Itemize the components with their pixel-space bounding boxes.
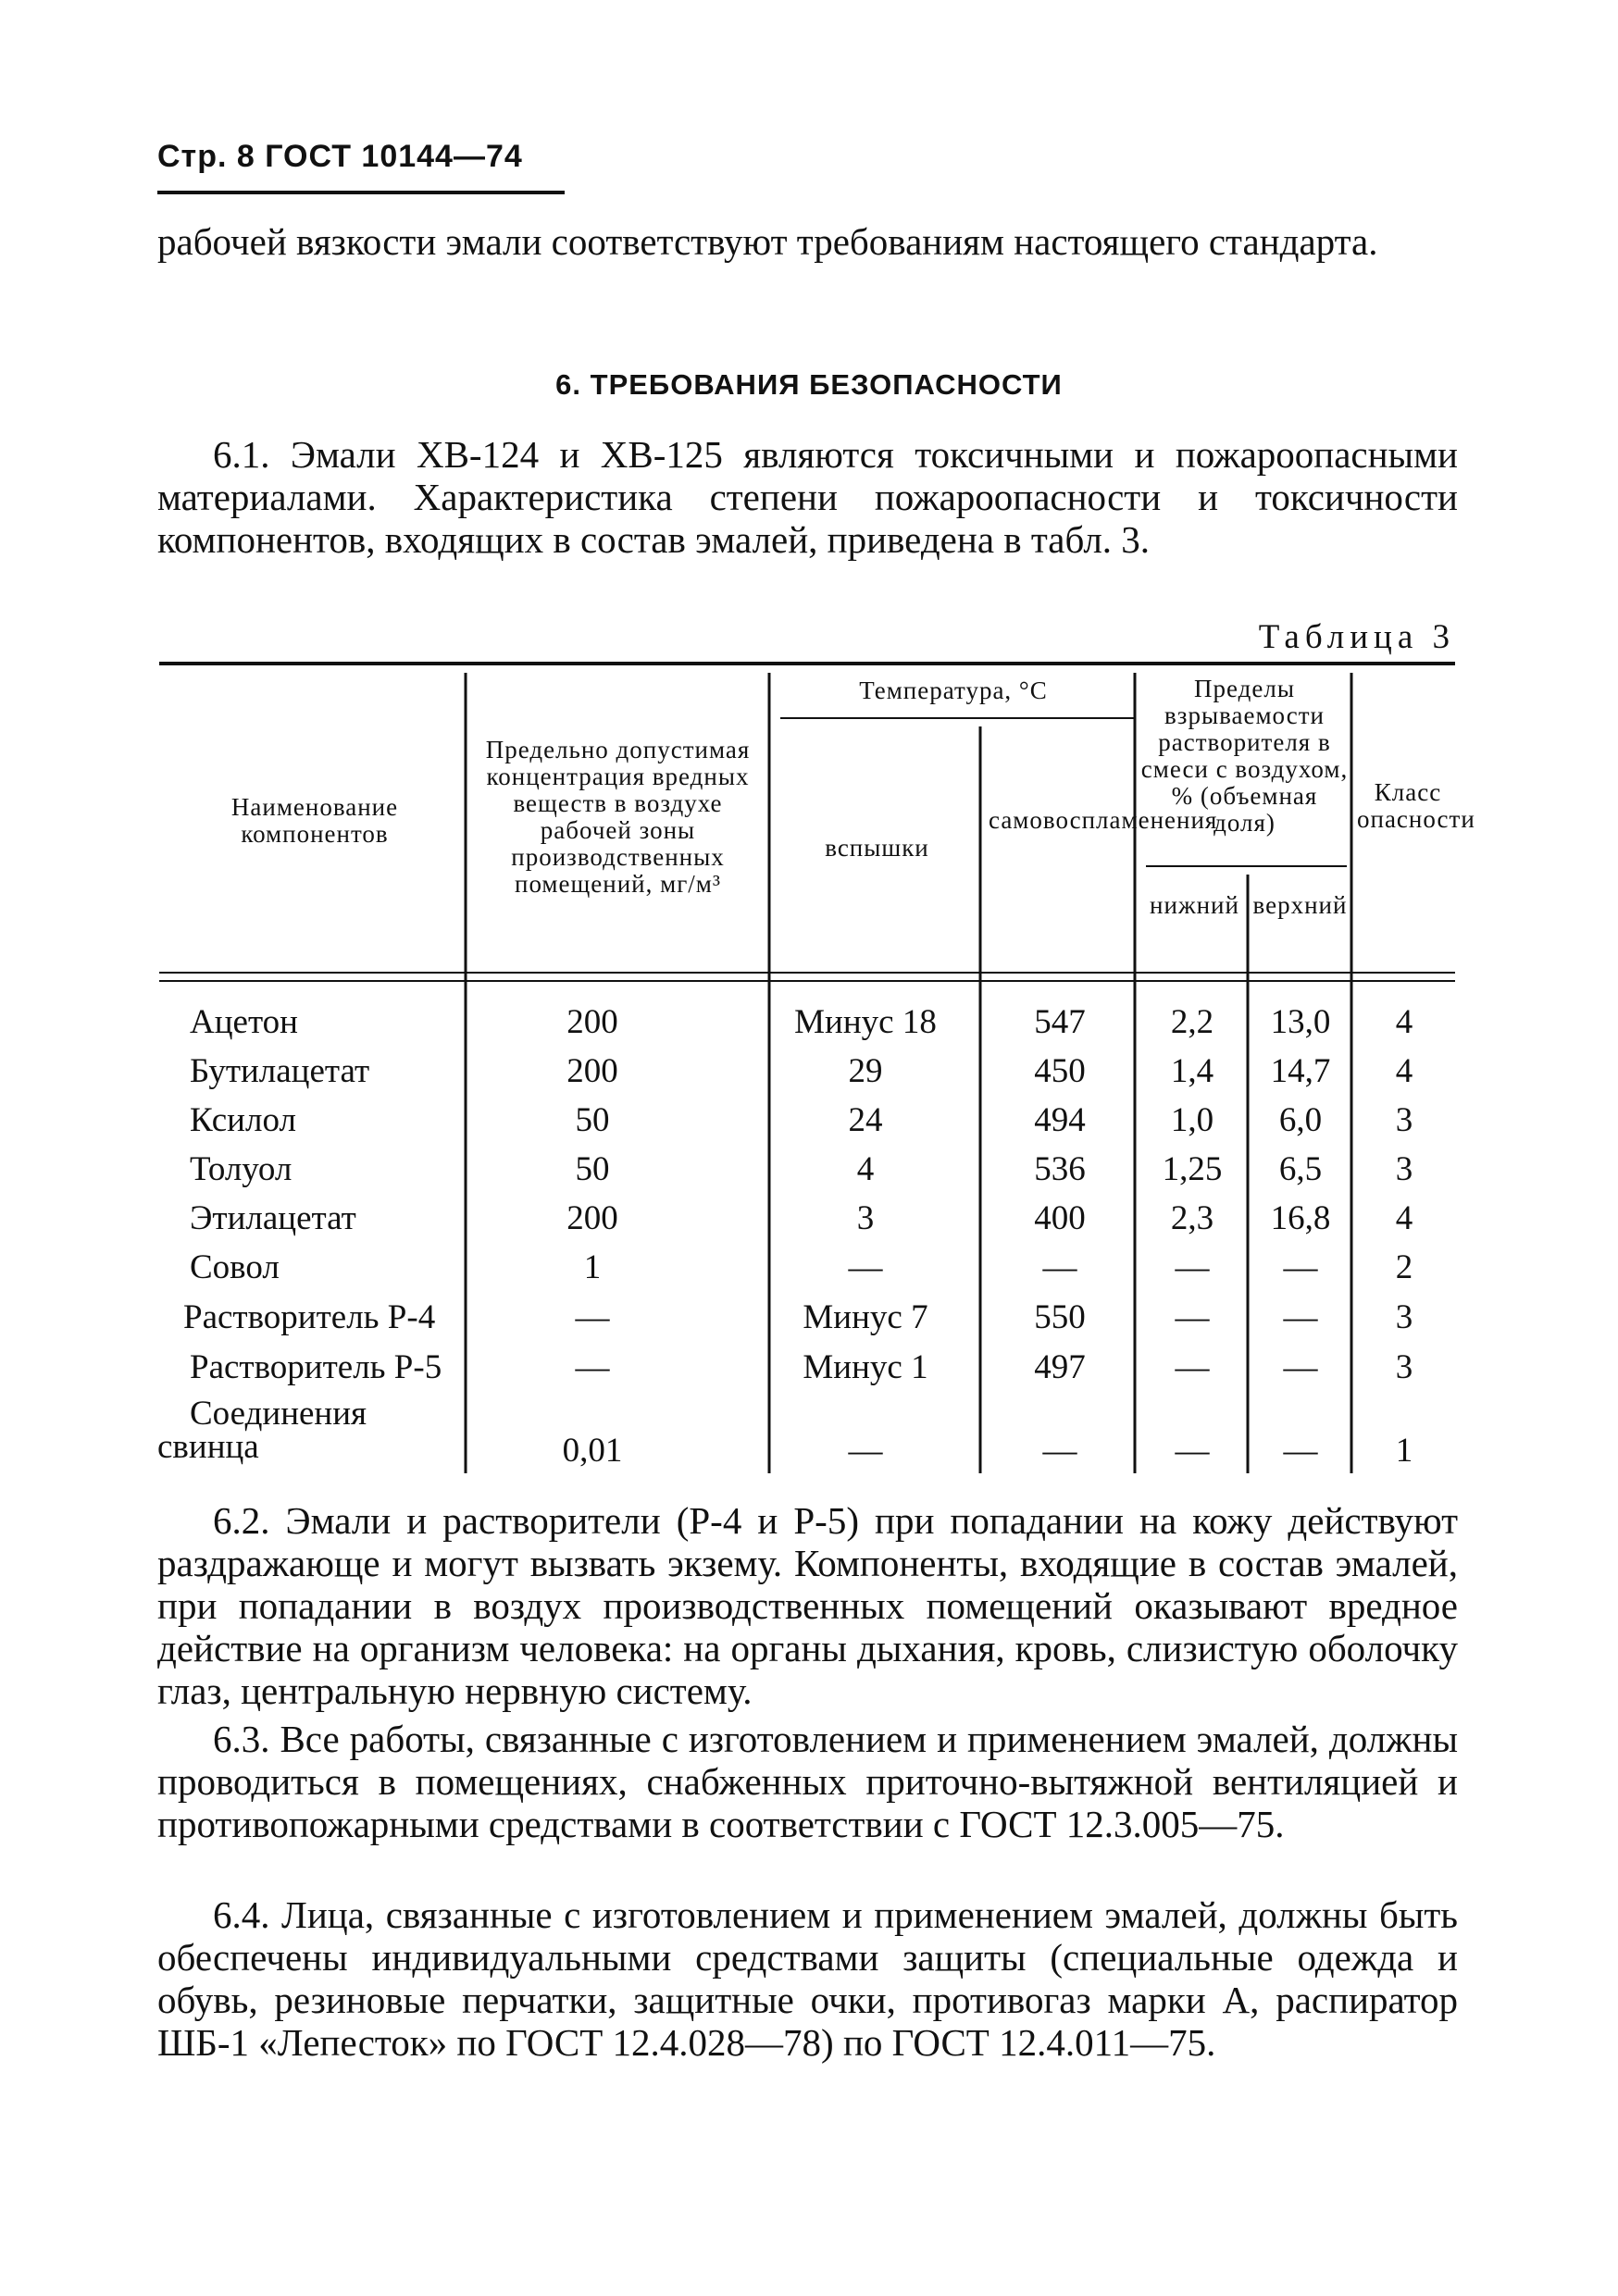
cell-flash: — xyxy=(848,1432,883,1470)
cell-name: Растворитель Р-5 xyxy=(190,1348,442,1386)
cell-upper: — xyxy=(1283,1432,1318,1470)
cell-name: Ксилол xyxy=(190,1101,296,1139)
cell-lower: 2,2 xyxy=(1170,1003,1214,1041)
cell-selfignite: 450 xyxy=(1034,1052,1086,1090)
cell-name: Ацетон xyxy=(190,1003,298,1041)
cell-class: 4 xyxy=(1395,1003,1413,1041)
cell-pdk: — xyxy=(575,1298,610,1336)
cell-lower: 1,0 xyxy=(1170,1101,1214,1139)
cell-upper: 6,5 xyxy=(1278,1150,1323,1188)
cell-pdk: — xyxy=(575,1348,610,1386)
cell-class: 3 xyxy=(1395,1101,1413,1139)
cell-flash: 4 xyxy=(856,1150,875,1188)
paragraph-6-2: 6.2. Эмали и растворители (Р-4 и Р-5) при попадании на кожу действуют раздражающе и могут вызвать экзему. Компоненты, входящие в состав эмалей, при попадании в воздух производственных помещений оказывают вредное действие на организм человека: на органы дыхания, кровь, слизистую оболочку глаз, центральную нервную систему. xyxy=(157,1499,1458,1712)
cell-upper: 6,0 xyxy=(1278,1101,1323,1139)
cell-pdk: 200 xyxy=(566,1199,618,1237)
cell-class: 4 xyxy=(1395,1199,1413,1237)
page-header: Стр. 8 ГОСТ 10144—74 xyxy=(157,139,523,174)
cell-selfignite: 497 xyxy=(1034,1348,1086,1386)
cell-name: Толуол xyxy=(190,1150,292,1188)
cell-pdk: 0,01 xyxy=(562,1432,623,1470)
header-name: Наименование компонентов xyxy=(230,793,399,848)
cell-class: 3 xyxy=(1395,1298,1413,1336)
cell-selfignite: — xyxy=(1042,1248,1077,1286)
cell-selfignite: 536 xyxy=(1034,1150,1086,1188)
cell-pdk: 50 xyxy=(575,1101,610,1139)
cell-class: 3 xyxy=(1395,1150,1413,1188)
cell-name: Совол xyxy=(190,1248,280,1286)
header-flash: вспышки xyxy=(825,834,929,862)
header-explosive-limits: Пределы взрываемости растворителя в смеси с воздухом, % (объемная доля) xyxy=(1140,675,1349,837)
cell-class: 4 xyxy=(1395,1052,1413,1090)
cell-lower: 1,25 xyxy=(1162,1150,1223,1188)
cell-lower: — xyxy=(1175,1432,1210,1470)
cell-selfignite: 547 xyxy=(1034,1003,1086,1041)
header-lower: нижний xyxy=(1150,891,1239,919)
cell-name: Бутилацетат xyxy=(190,1052,370,1090)
cell-lower: 1,4 xyxy=(1170,1052,1214,1090)
header-temperature: Температура, °С xyxy=(859,676,1048,704)
cell-upper: — xyxy=(1283,1298,1318,1336)
cell-upper: 14,7 xyxy=(1270,1052,1331,1090)
cell-lower: 2,3 xyxy=(1170,1199,1214,1237)
header-upper: верхний xyxy=(1252,891,1348,919)
cell-pdk: 200 xyxy=(566,1052,618,1090)
cell-name: Растворитель Р-4 xyxy=(183,1298,436,1336)
cell-selfignite: 550 xyxy=(1034,1298,1086,1336)
header-pdk: Предельно допустимая концентрация вредных веществ в воздухе рабочей зоны производственных помещений, мг/м³ xyxy=(485,736,751,898)
cell-selfignite: 400 xyxy=(1034,1199,1086,1237)
section-title: 6. ТРЕБОВАНИЯ БЕЗОПАСНОСТИ xyxy=(555,368,1063,401)
cell-flash: Минус 7 xyxy=(803,1298,928,1336)
cell-selfignite: — xyxy=(1042,1432,1077,1470)
cell-flash: 29 xyxy=(848,1052,883,1090)
cell-pdk: 50 xyxy=(575,1150,610,1188)
paragraph-6-1: 6.1. Эмали ХВ-124 и ХВ-125 являются токсичными и пожароопасными материалами. Характеристика степени пожароопасности и токсичности компонентов, входящих в состав эмалей, приведена в табл. 3. xyxy=(157,433,1458,561)
cell-flash: — xyxy=(848,1248,883,1286)
cell-name-line1: Соединения xyxy=(190,1395,367,1433)
cell-name: Этилацетат xyxy=(190,1199,356,1237)
cell-flash: Минус 1 xyxy=(803,1348,928,1386)
cell-flash: Минус 18 xyxy=(794,1003,937,1041)
header-hazard-class: Класс опасности xyxy=(1357,778,1475,833)
cell-upper: 13,0 xyxy=(1270,1003,1331,1041)
cell-lower: — xyxy=(1175,1298,1210,1336)
cell-class: 3 xyxy=(1395,1348,1413,1386)
header-selfignite: самовоспламенения xyxy=(989,806,1218,834)
paragraph-6-3: 6.3. Все работы, связанные с изготовлением и применением эмалей, должны проводиться в помещениях, снабженных приточно-вытяжной вентиляцией и противопожарными средствами в соответствии с ГОСТ 12.3.005—75. xyxy=(157,1718,1458,1845)
cell-class: 1 xyxy=(1395,1432,1413,1470)
cell-pdk: 200 xyxy=(566,1003,618,1041)
cell-pdk: 1 xyxy=(583,1248,602,1286)
cell-class: 2 xyxy=(1395,1248,1413,1286)
table-label: Таблица 3 xyxy=(1258,618,1455,656)
cell-lower: — xyxy=(1175,1248,1210,1286)
cell-flash: 24 xyxy=(848,1101,883,1139)
cell-flash: 3 xyxy=(856,1199,875,1237)
cell-lower: — xyxy=(1175,1348,1210,1386)
cell-upper: — xyxy=(1283,1248,1318,1286)
cell-upper: 16,8 xyxy=(1270,1199,1331,1237)
intro-paragraph: рабочей вязкости эмали соответствуют требованиям настоящего стандарта. xyxy=(157,220,1378,263)
paragraph-6-4: 6.4. Лица, связанные с изготовлением и применением эмалей, должны быть обеспечены индивидуальными средствами защиты (специальные одежда и обувь, резиновые перчатки, защитные очки, противогаз марки А, распиратор ШБ-1 «Лепесток» по ГОСТ 12.4.028—78) по ГОСТ 12.4.011—75. xyxy=(157,1893,1458,2064)
cell-name-line2: свинца xyxy=(157,1428,259,1466)
cell-upper: — xyxy=(1283,1348,1318,1386)
cell-selfignite: 494 xyxy=(1034,1101,1086,1139)
